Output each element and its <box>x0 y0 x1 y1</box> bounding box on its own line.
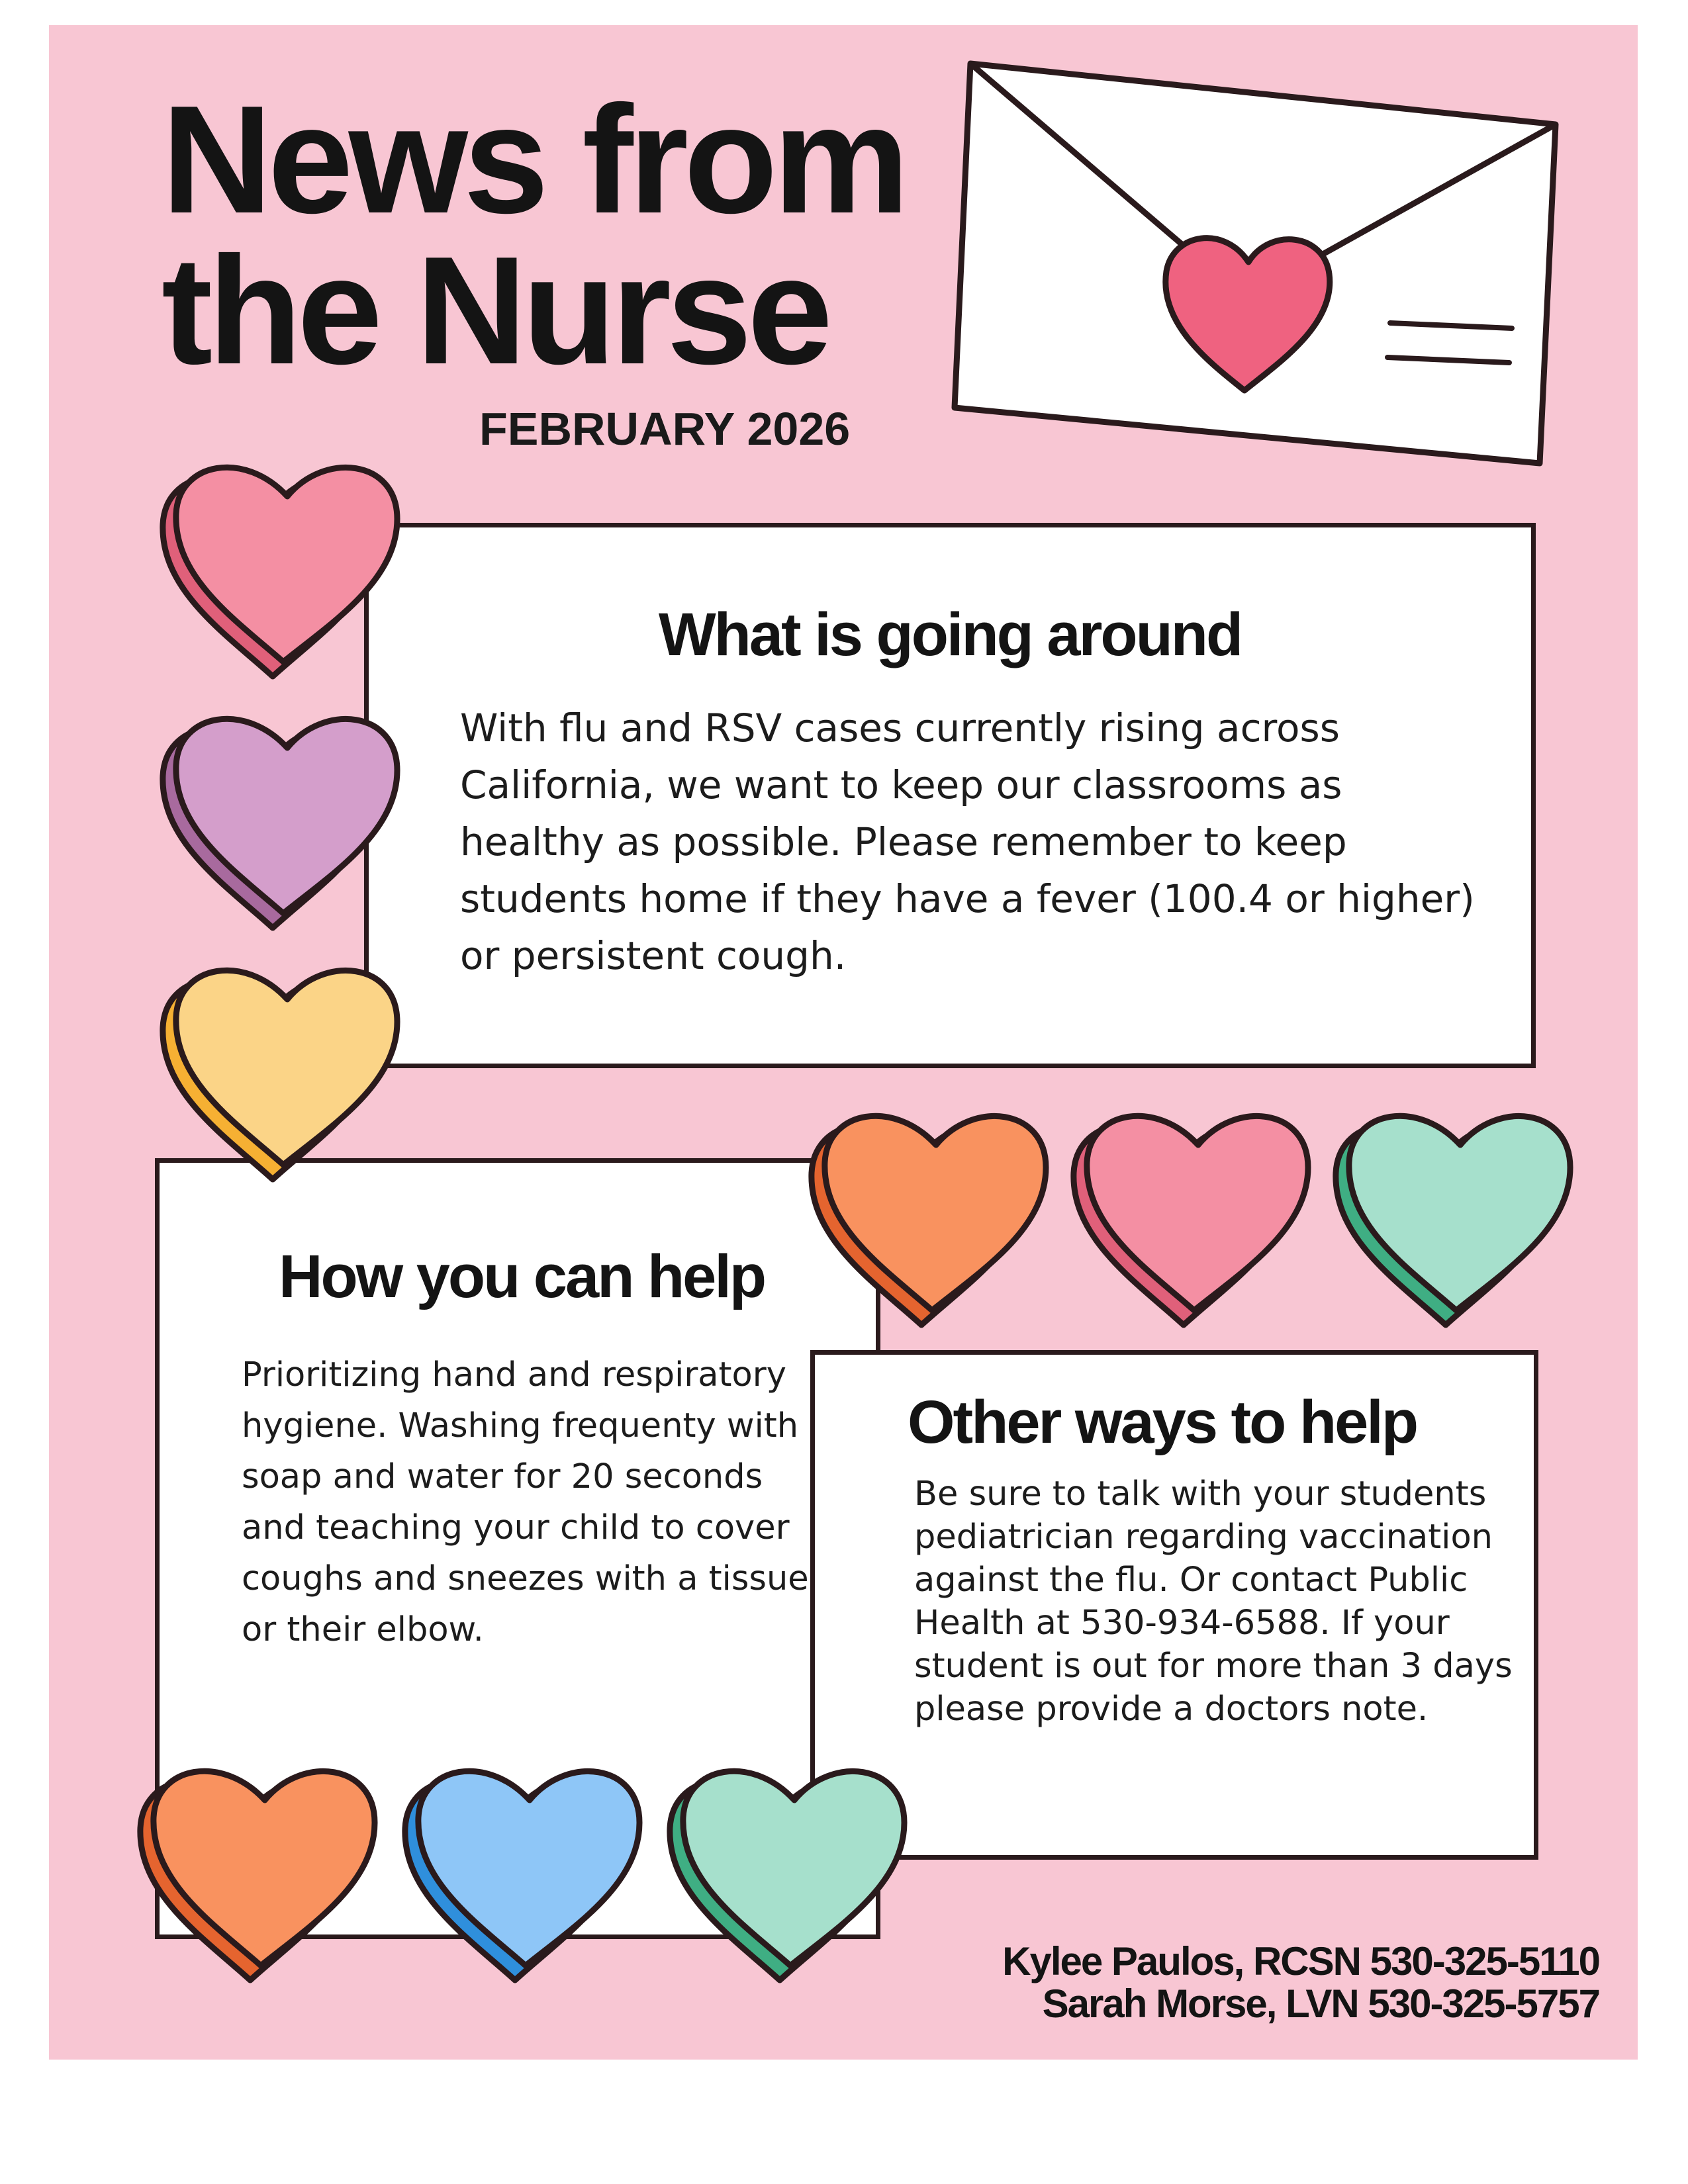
envelope-icon <box>940 46 1575 470</box>
what-heading: What is going around <box>658 601 1242 668</box>
what-is-going-around-card <box>364 523 1536 1068</box>
candy-heart-mint-icon <box>653 1741 917 1985</box>
how-body: Prioritizing hand and respiratory hygiene. Washing frequenty with soap and water for 20 seconds and teaching your child to cover coughs and sneezes with a tissue or their elbow. <box>242 1355 809 1649</box>
other-ways-card <box>810 1350 1538 1860</box>
nurse-contacts <box>1002 1940 1599 2025</box>
what-body: With flu and RSV cases currently rising across California, we want to keep our classrooms as healthy as possible. Please remember to keep students home if they have a fever (100.4 or higher) or persistent cough. <box>460 705 1475 978</box>
issue-date: FEBRUARY 2026 <box>479 403 851 455</box>
candy-heart-mint-icon <box>1319 1085 1583 1330</box>
candy-heart-orange-icon <box>794 1085 1059 1330</box>
title-line-1: News from <box>162 74 906 246</box>
title-line-2: the Nurse <box>162 225 829 396</box>
other-body: Be sure to talk with your students pediatrician regarding vaccination against the flu. Or contact Public Health at 530-934-6588. If your student is out for more than 3 days please provide a doctors note. <box>914 1475 1513 1729</box>
candy-heart-pink-icon <box>1056 1085 1321 1330</box>
candy-heart-pink-icon <box>146 437 410 682</box>
contact-line: Sarah Morse, LVN 530-325-5757 <box>1042 1981 1599 2026</box>
candy-heart-purple-icon <box>146 688 410 933</box>
page-title <box>162 74 906 396</box>
how-heading: How you can help <box>279 1243 765 1310</box>
other-heading: Other ways to help <box>908 1388 1417 1456</box>
candy-heart-orange-icon <box>123 1741 388 1985</box>
contact-line: Kylee Paulos, RCSN 530-325-5110 <box>1002 1939 1599 1983</box>
candy-heart-blue-icon <box>388 1741 653 1985</box>
candy-heart-yellow-icon <box>146 940 410 1185</box>
